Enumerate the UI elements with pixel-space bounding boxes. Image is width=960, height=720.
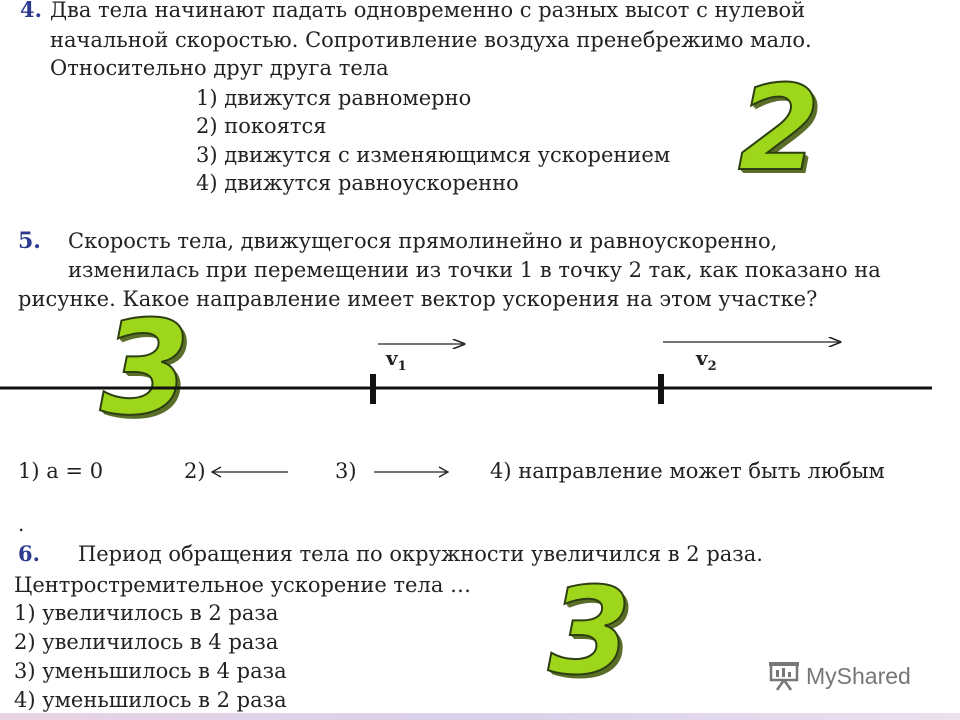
q4-number: 4. — [20, 0, 42, 22]
bottom-decor-strip — [0, 713, 960, 720]
q5-answer: 3 — [100, 292, 191, 444]
q6-text-2: Центростремительное ускорение тела … — [14, 573, 472, 597]
q4-text-2: начальной скоростью. Сопротивление воздуха пренебрежимо мало. — [50, 28, 812, 52]
q6-line1 — [18, 541, 763, 567]
q4-text-1: Два тела начинают падать одновременно с разных высот с нулевой — [49, 0, 806, 22]
q6-answer: 3 — [548, 563, 632, 702]
q5-number: 5. — [18, 228, 41, 254]
q5-option-2-left-arrow — [210, 465, 290, 479]
q4-option-2: 2) покоятся — [196, 114, 327, 138]
q5-option-4: 4) направление может быть любым — [490, 459, 885, 483]
q6-option-4: 4) уменьшилось в 2 раза — [14, 688, 287, 712]
motion-diagram — [0, 330, 960, 440]
point-1-mark — [370, 374, 376, 404]
q6-text-1: Период обращения тела по окружности увеличился в 2 раза. — [77, 542, 763, 566]
q4-answer: 2 — [738, 59, 821, 197]
q5-option-3-right-arrow — [372, 465, 452, 479]
v2-label: $v_2$ — [696, 346, 717, 374]
q5-text-1: Скорость тела, движущегося прямолинейно и равноускоренно, — [68, 229, 778, 253]
q5-option-3: 3) — [335, 459, 357, 483]
presentation-icon — [768, 661, 800, 691]
q4-option-1: 1) движутся равномерно — [196, 86, 472, 110]
v1-label: $v_1$ — [386, 346, 407, 374]
q6-option-2: 2) увеличилось в 4 раза — [14, 630, 279, 654]
q5-option-2: 2) — [184, 459, 206, 483]
q4-line1 — [20, 0, 805, 23]
watermark-text: MyShared — [806, 662, 911, 689]
q6-option-3: 3) уменьшилось в 4 раза — [14, 659, 287, 683]
q6-number: 6. — [18, 541, 40, 566]
q5-text-3: рисунке. Какое направление имеет вектор ускорения на этом участке? — [18, 287, 818, 311]
q4-option-4: 4) движутся равноускоренно — [196, 171, 519, 195]
q6-option-1: 1) увеличилось в 2 раза — [14, 601, 279, 625]
separator-dot: . — [18, 512, 25, 536]
q4-option-3: 3) движутся с изменяющимся ускорением — [196, 143, 671, 167]
point-2-mark — [658, 374, 664, 404]
q5-text-2: изменилась при перемещении из точки 1 в точку 2 так, как показано на — [68, 258, 881, 282]
q5-option-1: 1) a = 0 — [18, 459, 104, 483]
myshared-logo — [768, 656, 928, 696]
q4-text-3: Относительно друг друга тела — [50, 56, 389, 80]
